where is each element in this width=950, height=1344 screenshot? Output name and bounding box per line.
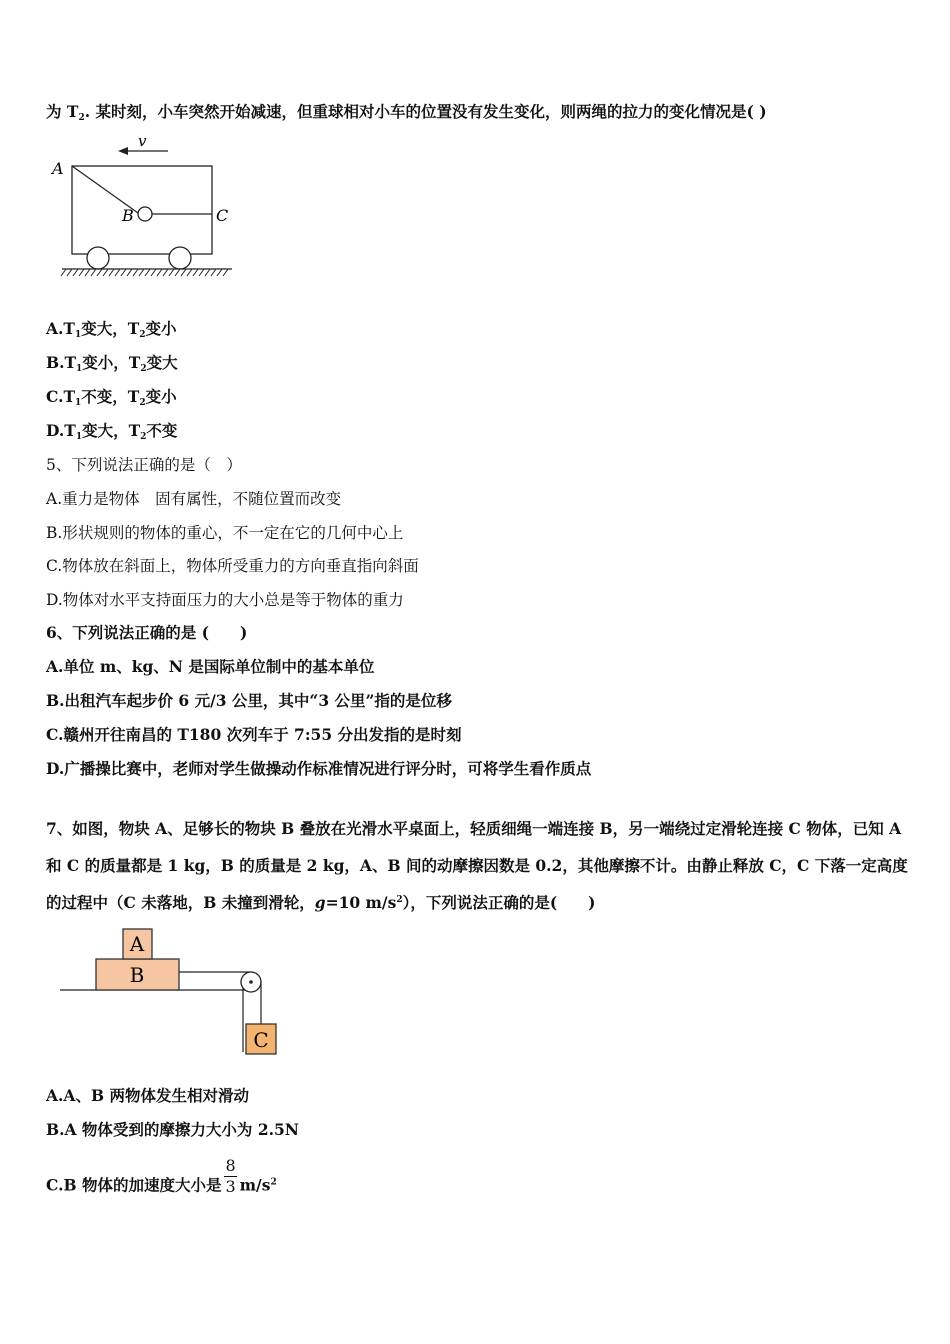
- q6-option-c: C.赣州开往南昌的 T180 次列车于 7:55 分出发指的是时刻: [46, 725, 462, 744]
- q7-option-c: C.B 物体的加速度大小是 $\frac{8}{3}$ $m/s^2$: [46, 1156, 277, 1196]
- q6-stem: 6、下列说法正确的是 ( ): [46, 623, 248, 642]
- block-b-label: B: [129, 963, 145, 987]
- label-a: A: [52, 159, 64, 178]
- wheel-left: [87, 247, 109, 269]
- velocity-label: v: [138, 132, 147, 150]
- q7-option-a: A.A、B 两物体发生相对滑动: [46, 1086, 249, 1105]
- label-c: C: [216, 206, 229, 225]
- q4-option-d: $D.T_1$变大，$T_2$不变: [46, 421, 178, 442]
- q7-stem: 7、如图，物块 A、足够长的物块 B 叠放在光滑水平桌面上，轻质细绳一端连接 B，另一端绕过定滑轮连接 C 物体，已知 A 和 C 的质量都是 1 kg，B 的质量是 2 kg，A、B 间的动摩擦因数是 0.2，其他摩擦不计。由静止释放 C，C 下落一定高度的过程中（C 未落地，B 未撞到滑轮，g=10 $m/s^2$），下列说法正确的是( ): [46, 819, 908, 912]
- q5-option-a: A.重力是物体 固有属性，不随位置而改变: [46, 490, 342, 508]
- q6-option-b: B.出租汽车起步价 6 元/3 公里，其中“3 公里”指的是位移: [46, 691, 452, 710]
- q5-option-b: B.形状规则的物体的重心，不一定在它的几何中心上: [46, 524, 404, 542]
- q4-option-c: $C.T_1$不变，$T_2$变小: [46, 387, 177, 408]
- q7-pulley-figure: [56, 926, 286, 1058]
- block-c-label: C: [253, 1028, 269, 1052]
- block-a-label: A: [129, 932, 145, 956]
- q4-intro: 为 $T_2$. 某时刻，小车突然开始减速，但重球相对小车的位置没有发生变化，则两绳的拉力的变化情况是( ): [46, 102, 767, 123]
- pulley-axle: [249, 980, 253, 984]
- q5-stem: 5、下列说法正确的是（ ）: [46, 456, 242, 474]
- wheel-right: [169, 247, 191, 269]
- q4-option-a: $A.T_1$变大，$T_2$变小: [46, 319, 177, 340]
- q5-option-d: D.物体对水平支持面压力的大小总是等于物体的重力: [46, 591, 404, 609]
- q4-cart-figure: [46, 128, 246, 280]
- fraction-8-3: $\frac{8}{3}$: [225, 1156, 236, 1196]
- q7-option-b: B.A 物体受到的摩擦力大小为 2.5N: [46, 1120, 299, 1139]
- q5-option-c: C.物体放在斜面上，物体所受重力的方向垂直指向斜面: [46, 557, 419, 575]
- q6-option-a: A.单位 m、kg、N 是国际单位制中的基本单位: [46, 657, 375, 676]
- label-b: B: [122, 206, 134, 225]
- q4-option-b: $B.T_1$变小，$T_2$变大: [46, 353, 178, 374]
- q6-option-d: D.广播操比赛中，老师对学生做操动作标准情况进行评分时，可将学生看作质点: [46, 759, 592, 778]
- ground-hatching: [61, 269, 228, 276]
- ball-b: [138, 207, 152, 221]
- velocity-arrowhead: [118, 147, 128, 155]
